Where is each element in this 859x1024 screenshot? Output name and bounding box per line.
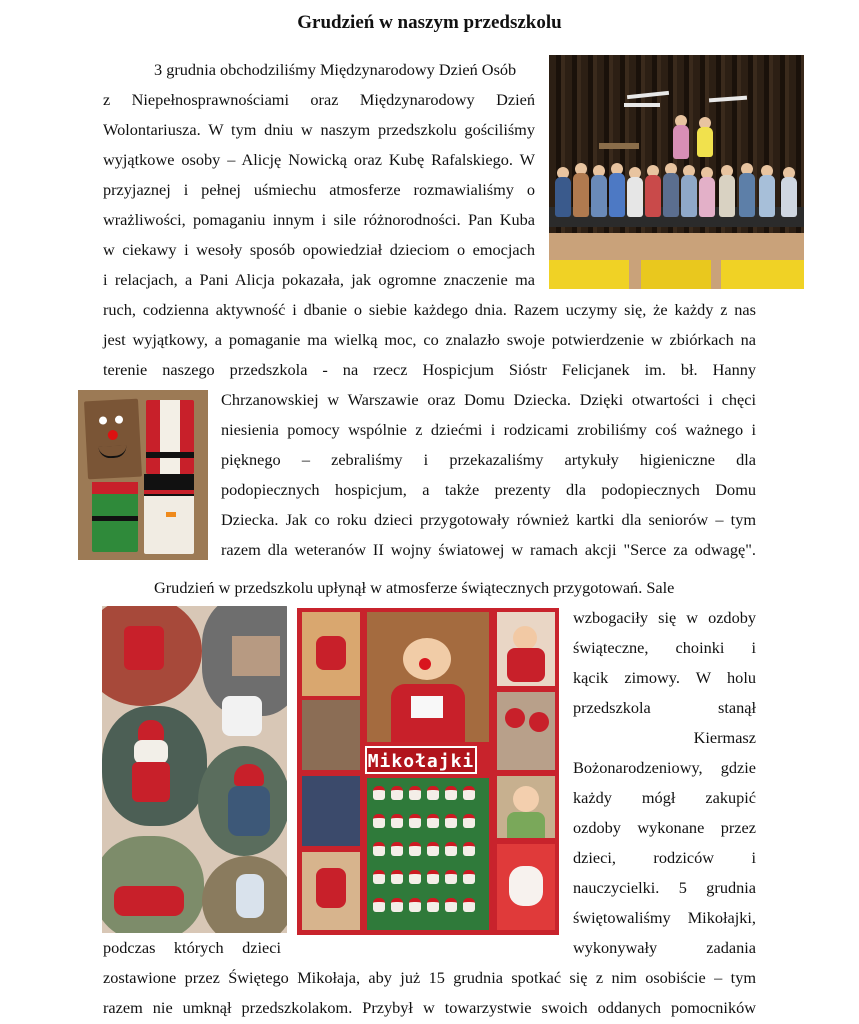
- text-line: Bożonarodzeniowy, gdzie: [573, 758, 756, 777]
- santa-cards-board: [367, 778, 489, 930]
- text-line: podczas których dzieci: [103, 938, 281, 957]
- text-line: wykonywały zadania: [573, 938, 756, 957]
- text-line: wrażliwości, pomaganiu innym i sile różnorodności. Pan Kuba: [103, 210, 535, 229]
- text-line: razem nie umknął przedszkolakom. Przybył w towarzystwie swoich oddanych pomocników: [103, 998, 756, 1017]
- text-line: 3 grudnia obchodziliśmy Międzynarodowy Dzień Osób: [154, 60, 517, 79]
- text-line: niesienia pomocy wspólnie z dziećmi i rodzicami zrobiliśmy coś ważnego i: [221, 420, 756, 439]
- text-line: wzbogaciły się w ozdoby: [573, 608, 756, 627]
- text-line: z Niepełnosprawnościami oraz Międzynarodowy Dzień: [103, 90, 535, 109]
- text-line: nauczycielki. 5 grudnia: [573, 878, 756, 897]
- winter-collage: [102, 606, 287, 933]
- gift-cards-photo: [78, 390, 208, 560]
- text-line: świąteczne, choinki i: [573, 638, 756, 657]
- mikolajki-collage: [297, 608, 559, 935]
- text-line: pięknego – zebraliśmy i przekazaliśmy artykuły higieniczne dla: [221, 450, 756, 469]
- text-line: ruch, codzienna aktywność i dbanie o siebie każdego dnia. Razem uczymy się, że każdy z nas: [103, 300, 756, 319]
- text-line: świętowaliśmy Mikołajki,: [573, 908, 756, 927]
- text-line: terenie naszego przedszkola - na rzecz Hospicjum Sióstr Felicjanek im. bł. Hanny: [103, 360, 756, 379]
- text-line: zostawione przez Świętego Mikołaja, aby już 15 grudnia spotkać się z nim osobiście – tym: [103, 968, 756, 987]
- text-line: Grudzień w przedszkolu upłynął w atmosferze świątecznych przygotowań. Sale: [154, 578, 675, 597]
- text-line: ozdoby wykonane przez: [573, 818, 756, 837]
- text-line: podopiecznych hospicjum, a także prezenty dla podopiecznych Domu: [221, 480, 756, 499]
- stage-photo: [549, 55, 804, 289]
- text-line: Chrzanowskiej w Warszawie oraz Domu Dziecka. Dzięki otwartości i chęci: [221, 390, 756, 409]
- page-title: Grudzień w naszym przedszkolu: [297, 12, 562, 33]
- text-line: i relacjach, a Pani Alicja pokazała, jak ogromne znaczenie ma: [103, 270, 535, 289]
- text-line: razem dla weteranów II wojny światowej w ramach akcji "Serce za odwagę".: [221, 540, 756, 559]
- text-line: przyjaznej i pełnej uśmiechu atmosferze rozmawialiśmy o: [103, 180, 535, 199]
- text-line: kącik zimowy. W holu: [573, 668, 756, 687]
- mikolajki-label: Mikołajki: [365, 746, 477, 774]
- text-line: jest wyjątkowy, a pomaganie ma wielką moc, co znalazło swoje potwierdzenie w zbiórkach na: [103, 330, 756, 349]
- text-line: Kiermasz: [693, 728, 756, 747]
- text-line: w ciekawy i wesoły sposób opowiedział dzieciom o emocjach: [103, 240, 535, 259]
- text-line: przedszkola stanął: [573, 698, 756, 717]
- text-line: wyjątkowe osoby – Alicję Nowicką oraz Kubę Rafalskiego. W: [103, 150, 535, 169]
- text-line: każdy mógł zakupić: [573, 788, 756, 807]
- text-line: Dziecka. Jak co roku dzieci przygotowały również kartki dla seniorów – tym: [221, 510, 756, 529]
- text-line: Wolontariusza. W tym dniu w naszym przedszkolu gościliśmy: [103, 120, 535, 139]
- text-line: dzieci, rodziców i: [573, 848, 756, 867]
